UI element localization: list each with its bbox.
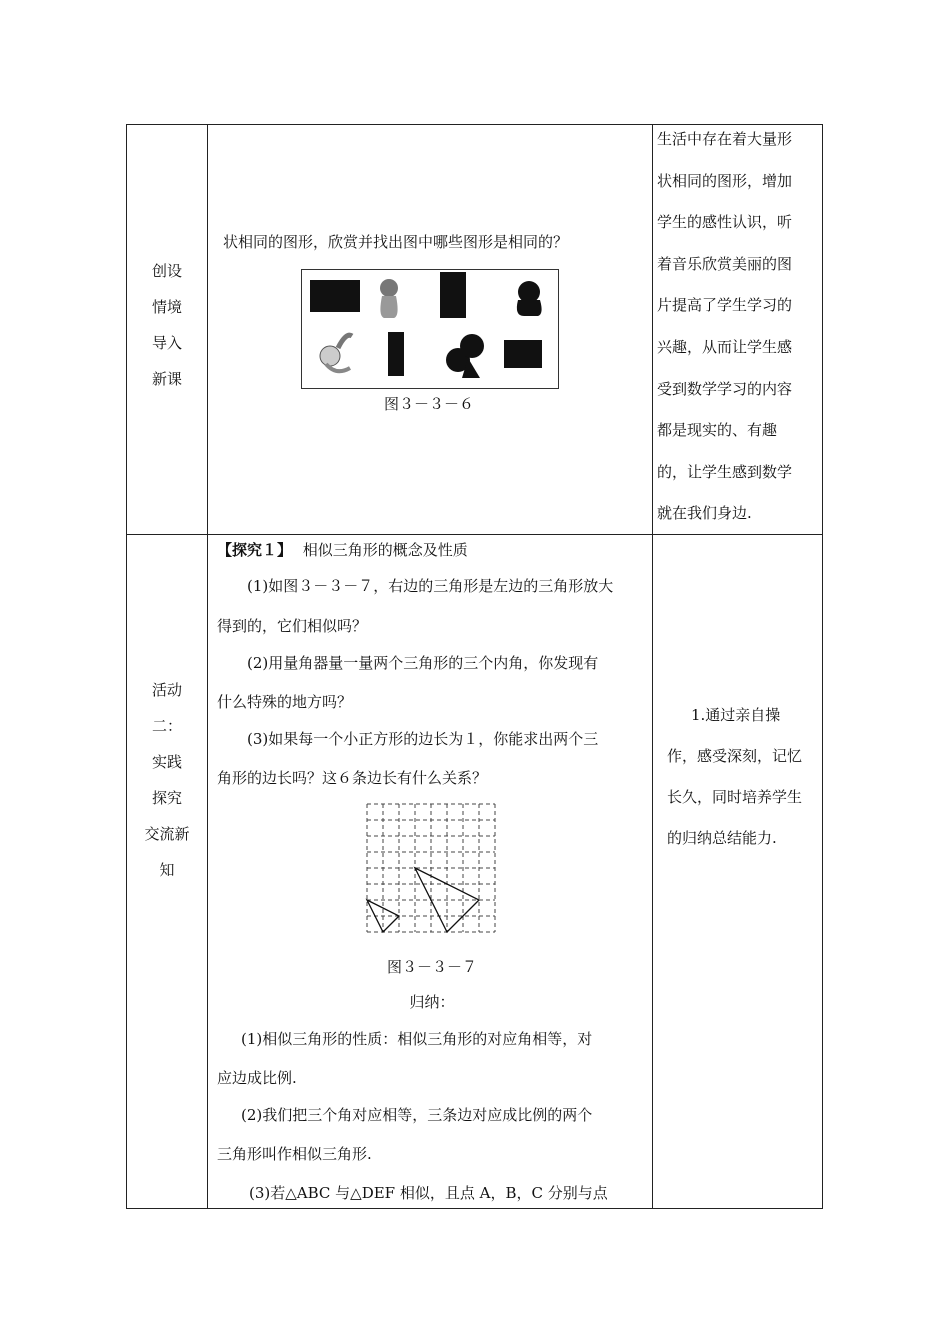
note-line: 就在我们身边. (657, 504, 752, 523)
question-2-line-1: (2)用量角器量一量两个三角形的三个内角，你发现有 (247, 654, 599, 672)
stage-line: 探究 (151, 789, 182, 807)
note-line: 着音乐欣赏美丽的图 (657, 254, 793, 273)
design-note-activity (667, 695, 827, 859)
note-line: 的归纳总结能力. (667, 829, 777, 847)
summary-2-line-1: (2)我们把三个角对应相等，三条边对应成比例的两个 (241, 1106, 593, 1124)
stage-line: 实践 (151, 753, 182, 771)
note-line: 长久，同时培养学生 (667, 788, 803, 806)
mascot-photo (310, 280, 360, 312)
summary-title: 归纳： (409, 993, 455, 1011)
question-2-line-2: 什么特殊的地方吗？ (217, 693, 353, 711)
mascot-photo (374, 276, 404, 318)
stage-line: 知 (159, 861, 175, 879)
section-heading (217, 539, 468, 560)
question-1-line-1: (1)如图３－３－７，右边的三角形是左边的三角形放大 (247, 577, 614, 595)
note-line: 状相同的图形，增加 (657, 171, 793, 190)
stage-line: 情境 (151, 298, 182, 316)
summary-1-line-1: (1)相似三角形的性质：相似三角形的对应角相等，对 (241, 1030, 593, 1048)
figure-3-3-6 (301, 269, 559, 389)
note-line: 片提高了学生学习的 (657, 296, 793, 315)
trophy-photo (440, 272, 466, 318)
column-divider (207, 125, 208, 1208)
stage-line: 交流新 (144, 825, 190, 843)
stage-line: 创设 (151, 262, 182, 280)
note-line: 学生的感性认识，听 (657, 213, 793, 232)
stage-line: 导入 (151, 334, 182, 352)
note-line: 1.通过亲自操 (691, 706, 781, 724)
column-divider (652, 125, 653, 1208)
question-1-line-2: 得到的，它们相似吗？ (217, 617, 368, 635)
stage-line: 活动 (151, 681, 182, 699)
heading-bracket: 【探究１】 (217, 541, 293, 559)
question-3-line-2: 角形的边长吗？这６条边长有什么关系？ (217, 769, 488, 787)
figure-caption: 图３－３－７ (386, 958, 477, 976)
mascot-photo (316, 328, 356, 376)
note-line: 都是现实的、有趣 (657, 421, 778, 440)
question-3-line-1: (3)如果每一个小正方形的边长为１，你能求出两个三 (247, 730, 599, 748)
mascot-photo (512, 278, 546, 318)
stage-line: 二： (151, 717, 182, 735)
summary-1-line-2: 应边成比例. (217, 1069, 297, 1087)
figure-3-3-7-grid (365, 802, 499, 936)
stage-label-intro (127, 253, 207, 397)
note-line: 受到数学学习的内容 (657, 379, 793, 398)
summary-2-line-2: 三角形叫作相似三角形. (217, 1145, 372, 1163)
stage-line: 新课 (151, 370, 182, 388)
mascot-photo (444, 330, 488, 378)
intro-text: 状相同的图形，欣赏并找出图中哪些图形是相同的？ (223, 233, 569, 251)
mascot-photo (504, 340, 542, 368)
note-line: 兴趣，从而让学生感 (657, 337, 793, 356)
figure-caption: 图３－３－６ (383, 395, 474, 413)
design-note-intro (657, 119, 817, 535)
stage-label-activity (127, 672, 207, 888)
lesson-table (126, 124, 823, 1209)
trophy-photo (388, 332, 404, 376)
heading-text: 相似三角形的概念及性质 (302, 541, 468, 559)
summary-3-line-1: (3)若△ABC 与△DEF 相似，且点 A，B，C 分别与点 (249, 1184, 608, 1202)
note-line: 的，让学生感到数学 (657, 462, 793, 481)
note-line: 作，感受深刻，记忆 (667, 747, 803, 765)
note-line: 生活中存在着大量形 (657, 130, 793, 148)
